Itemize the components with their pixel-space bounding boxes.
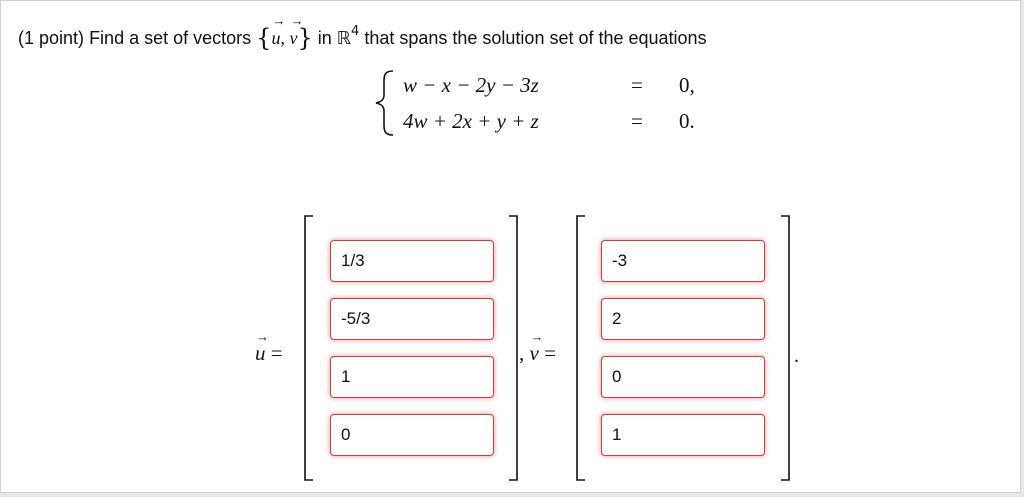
- vector-v-symbol: → v: [289, 13, 304, 48]
- arrow-glyph: →: [256, 329, 269, 344]
- vector-v-label: , → v =: [519, 329, 556, 365]
- trailing-period: .: [794, 345, 799, 367]
- v-entry-4-input[interactable]: [601, 414, 765, 456]
- u-entry-3-input[interactable]: [330, 356, 494, 398]
- prompt-text-before: Find a set of vectors: [89, 28, 252, 48]
- u-left-bracket: [303, 215, 315, 481]
- prompt-text-after: that spans the solution set of the equations: [364, 28, 707, 48]
- prompt-in-text: in: [317, 28, 332, 48]
- vector-u-label: → u =: [255, 329, 283, 365]
- left-brace: [373, 69, 397, 137]
- vector-u-symbol: → u: [271, 13, 286, 48]
- equation-lhs: 4w + 2x + y + z: [403, 109, 539, 133]
- arrow-glyph: →: [290, 13, 304, 28]
- equation-lhs: w − x − 2y − 3z: [403, 73, 539, 97]
- v-entry-1-input[interactable]: [601, 240, 765, 282]
- vector-set: { → u, → v}: [256, 13, 313, 52]
- u-entry-2-input[interactable]: [330, 298, 494, 340]
- equation-system: [373, 67, 693, 139]
- v-entry-3-input[interactable]: [601, 356, 765, 398]
- equation-equals: =: [631, 109, 643, 133]
- v-left-bracket: [575, 215, 587, 481]
- vector-u-symbol: → u: [255, 329, 269, 365]
- equation-rhs: 0.: [679, 109, 695, 133]
- real-space-symbol: ℝ$^4$: [336, 24, 360, 49]
- v-entry-2-input[interactable]: [601, 298, 765, 340]
- equation-equals: =: [631, 73, 643, 97]
- vector-v-symbol: → v: [529, 329, 544, 365]
- points-label: (1 point): [18, 28, 85, 48]
- arrow-glyph: →: [272, 13, 286, 28]
- problem-prompt: [18, 13, 707, 52]
- arrow-glyph: →: [530, 329, 544, 344]
- u-entry-4-input[interactable]: [330, 414, 494, 456]
- v-right-bracket: [779, 215, 791, 481]
- u-entry-1-input[interactable]: [330, 240, 494, 282]
- equation-rhs: 0,: [679, 73, 695, 97]
- u-right-bracket: [507, 215, 519, 481]
